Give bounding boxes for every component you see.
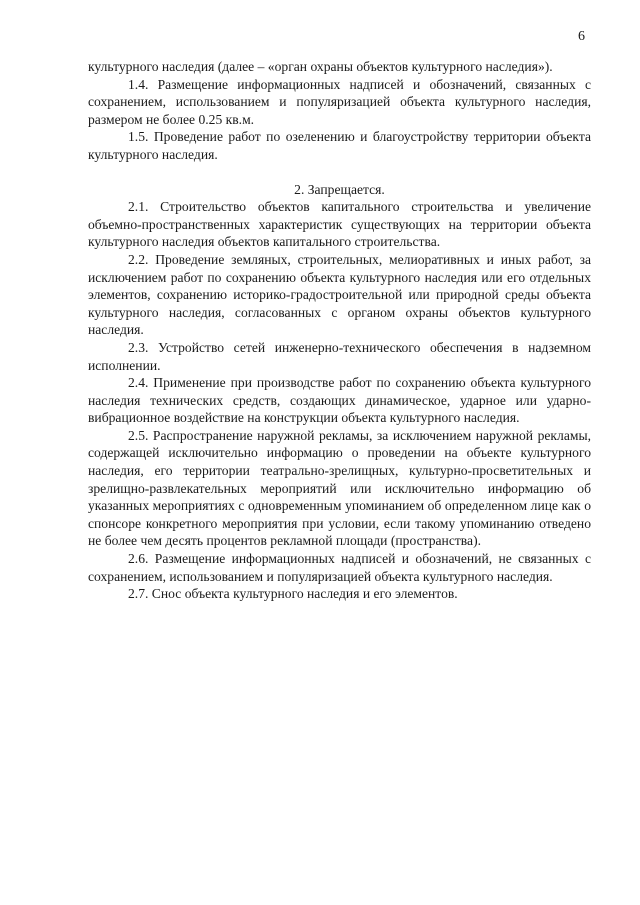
page-number: 6: [578, 29, 585, 44]
paragraph-2-1: 2.1. Строительство объектов капитального строительства и увеличение объемно-пространственных характеристик существующих на территории объекта культурного наследия объектов капитального строительства.: [88, 199, 591, 250]
paragraph-2-7: 2.7. Снос объекта культурного наследия и его элементов.: [128, 586, 458, 602]
paragraph-2-3: 2.3. Устройство сетей инженерно-технического обеспечения в надземном исполнении.: [88, 339, 591, 373]
paragraph-2-5: 2.5. Распространение наружной рекламы, за исключением наружной рекламы, содержащей исключительно информацию о проведении на объекте культурного наследия, его территории театрально-зрелищных, культурно-просветительных и зрелищно-развлекательных мероприятий или исключительно информацию об указанных мероприятиях с одновременным упоминанием об определенном лице как о спонсоре конкретного мероприятия при условии, если такому упоминанию отведено не более чем десять процентов рекламной площади (пространства).: [88, 427, 591, 549]
paragraph-1-5: 1.5. Проведение работ по озеленению и благоустройству территории объекта культурного наследия.: [88, 129, 591, 162]
document-body: [88, 58, 591, 603]
section-heading: 2. Запрещается.: [294, 181, 385, 197]
paragraph-2-6: 2.6. Размещение информационных надписей и обозначений, не связанных с сохранением, использованием и популяризацией объекта культурного наследия.: [88, 551, 591, 584]
paragraph-2-4: 2.4. Применение при производстве работ по сохранению объекта культурного наследия технических средств, создающих динамическое, ударное или ударно-вибрационное воздействие на конструкции объекта культурного наследия.: [88, 375, 591, 426]
paragraph-1-4: 1.4. Размещение информационных надписей и обозначений, связанных с сохранением, использованием и популяризацией объекта культурного наследия, размером не более 0.25 кв.м.: [88, 76, 591, 127]
paragraph-continuation: культурного наследия (далее – «орган охраны объектов культурного наследия»).: [88, 59, 553, 74]
paragraph-2-2: 2.2. Проведение земляных, строительных, мелиоративных и иных работ, за исключением работ по сохранению объекта культурного наследия или его отдельных элементов, сохранению историко-градостроительной или природной среды объекта культурного наследия, согласованных с органом охраны объектов культурного наследия.: [88, 251, 591, 338]
